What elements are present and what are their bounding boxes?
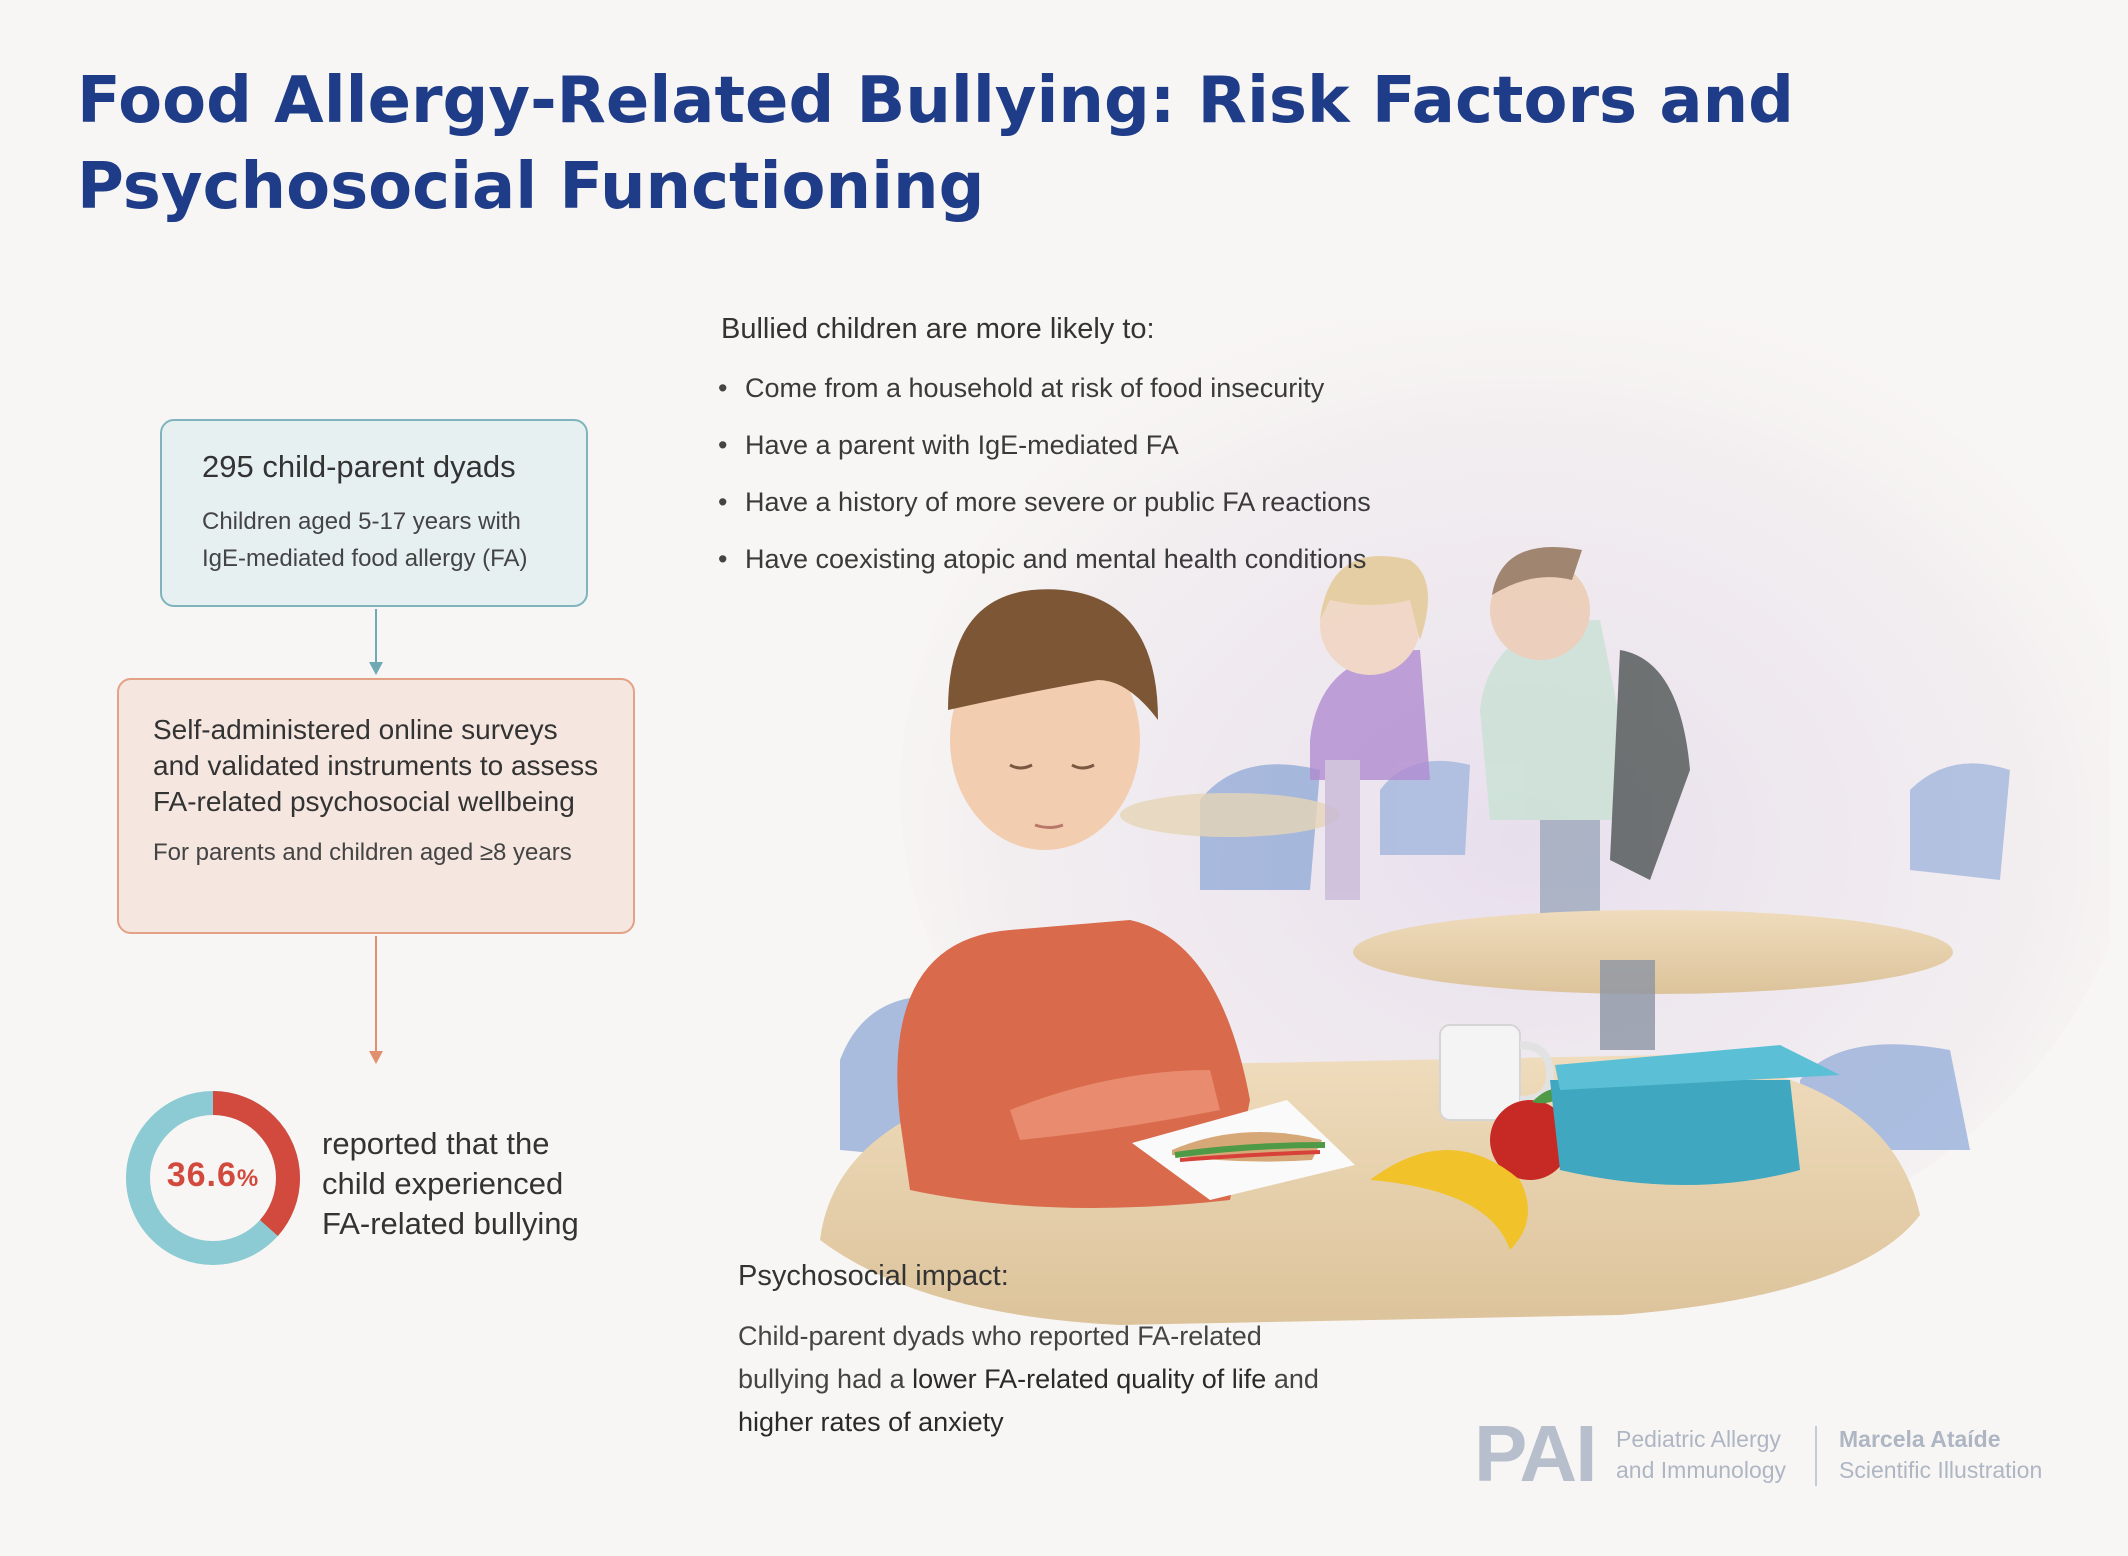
page-title: Food Allergy-Related Bullying: Risk Factors and Psychosocial Functioning (77, 64, 1794, 224)
percent-number: 36.6 (166, 1156, 237, 1194)
list-item: • Have a history of more severe or public FA reactions (718, 482, 1371, 539)
list-item: • Come from a household at risk of food insecurity (718, 368, 1371, 425)
illustrator-name: Marcela Ataíde (1839, 1426, 2001, 1452)
methods-heading: Self-administered online surveys and validated instruments to assess FA-related psychosocial wellbeing (153, 714, 599, 817)
psychosocial-emphasis-quality-of-life: lower FA-related quality of life (912, 1364, 1267, 1394)
arrow-down-icon (366, 934, 386, 1066)
psychosocial-text-part-1: Child-parent dyads who reported FA-related bullying had a (738, 1321, 1262, 1394)
illustrator-role: Scientific Illustration (1839, 1457, 2043, 1483)
cohort-detail (202, 503, 548, 577)
result-line-1: reported that the (322, 1126, 550, 1161)
footer-divider (1815, 1426, 1817, 1486)
result-line-3: FA-related bullying (322, 1206, 579, 1241)
bullying-result-text (322, 1124, 642, 1244)
list-item: • Have a parent with IgE-mediated FA (718, 425, 1371, 482)
percent-sign: % (236, 1165, 260, 1192)
psychosocial-emphasis-anxiety: higher rates of anxiety (738, 1407, 1004, 1437)
journal-name-line-1: Pediatric Allergy (1616, 1426, 1781, 1452)
psychosocial-text (738, 1315, 1338, 1444)
result-line-2: child experienced (322, 1166, 564, 1201)
psychosocial-text-part-2: and (1266, 1364, 1319, 1394)
cohort-detail-line-1: Children aged 5-17 years with (202, 508, 521, 535)
journal-logo: PAI (1474, 1409, 1596, 1498)
methods-box (117, 678, 635, 934)
journal-name (1616, 1424, 1786, 1486)
psychosocial-title: Psychosocial impact: (738, 1260, 1009, 1292)
risk-factors-list (718, 368, 1371, 596)
bullying-percent (125, 1156, 301, 1195)
illustrator-credit (1839, 1424, 2042, 1486)
journal-name-line-2: and Immunology (1616, 1457, 1787, 1483)
methods-detail: For parents and children aged ≥8 years (153, 839, 572, 866)
arrow-down-icon (366, 607, 386, 677)
list-item: • Have coexisting atopic and mental health conditions (718, 539, 1371, 596)
cohort-detail-line-2: IgE-mediated food allergy (FA) (202, 545, 528, 572)
cohort-heading: 295 child-parent dyads (202, 449, 516, 484)
risk-factors-title: Bullied children are more likely to: (721, 313, 1155, 345)
cohort-box (160, 419, 588, 607)
